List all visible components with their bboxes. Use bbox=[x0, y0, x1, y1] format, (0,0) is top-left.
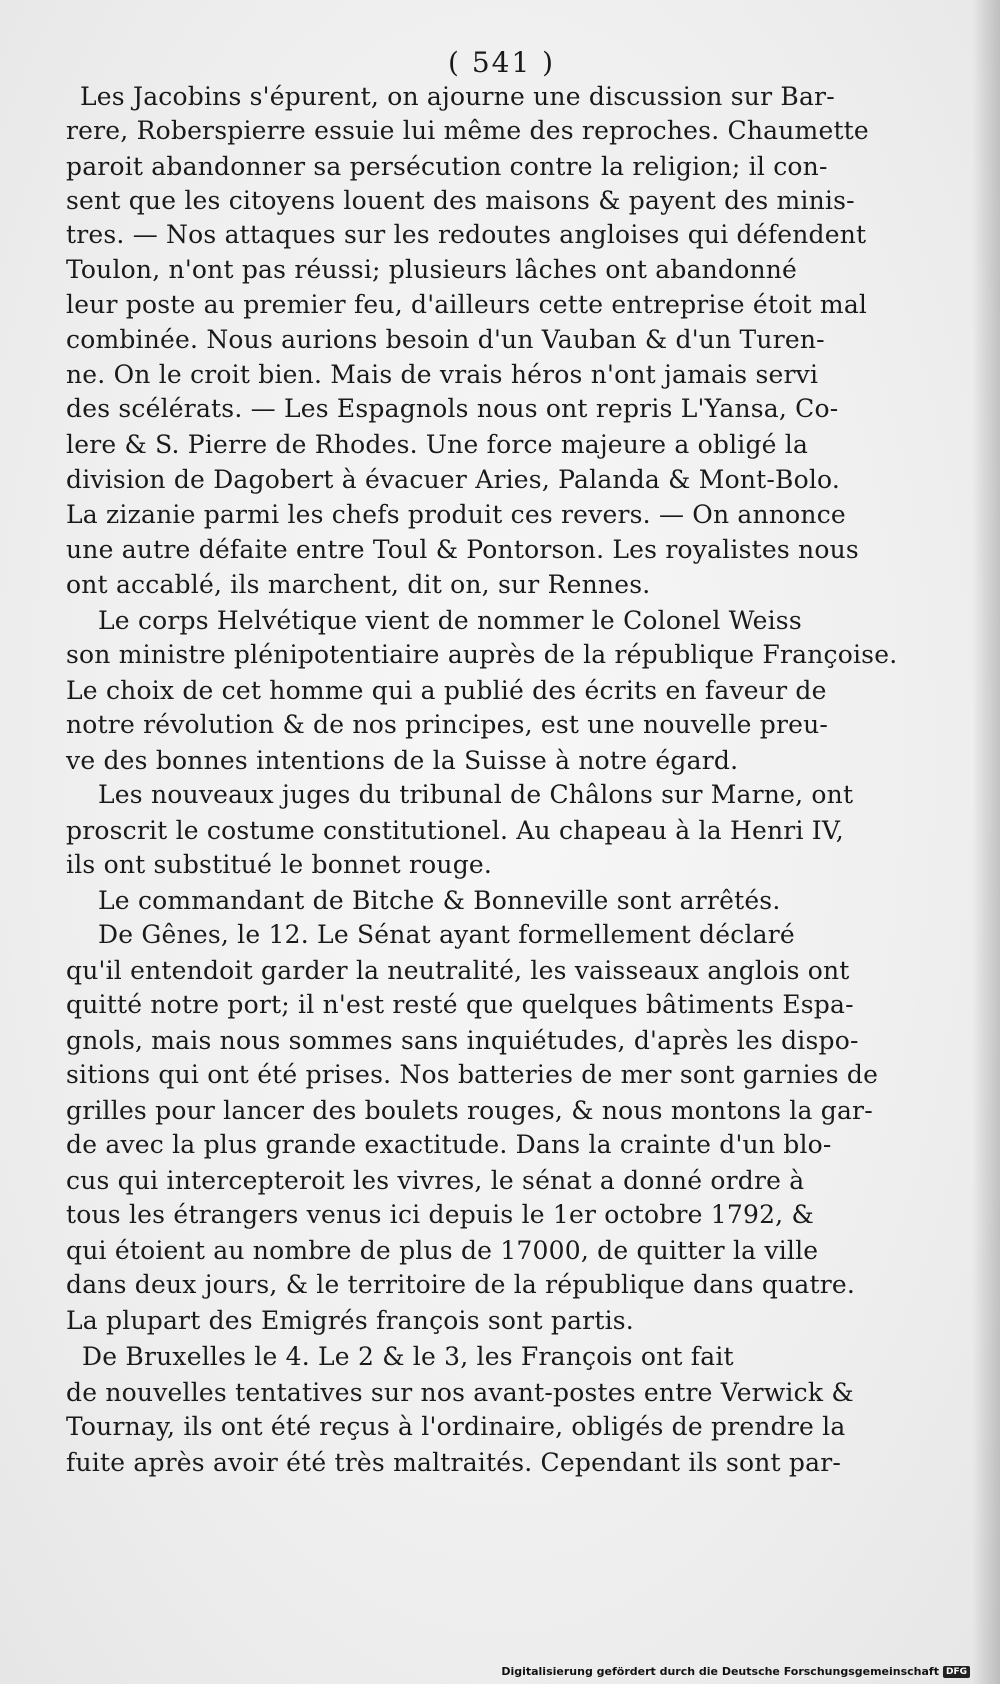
text-line: tres. — Nos attaques sur les redoutes angloises qui défendent bbox=[66, 220, 867, 249]
text-line: de avec la plus grande exactitude. Dans la crainte d'un blo- bbox=[66, 1130, 832, 1159]
text-line: combinée. Nous aurions besoin d'un Vauban & d'un Turen- bbox=[66, 325, 825, 354]
text-line: Le commandant de Bitche & Bonneville sont arrêtés. bbox=[98, 886, 781, 915]
text-line: La zizanie parmi les chefs produit ces revers. — On annonce bbox=[66, 500, 846, 529]
text-line: ne. On le croit bien. Mais de vrais héros n'ont jamais servi bbox=[66, 360, 819, 389]
text-line: sitions qui ont été prises. Nos batteries de mer sont garnies de bbox=[66, 1060, 879, 1089]
text-line: ont accablé, ils marchent, dit on, sur Rennes. bbox=[66, 570, 651, 599]
text-line: proscrit le costume constitutionel. Au chapeau à la Henri IV, bbox=[66, 816, 844, 845]
text-line: Tournay, ils ont été reçus à l'ordinaire, obligés de prendre la bbox=[66, 1412, 846, 1441]
text-line: sent que les citoyens louent des maisons & payent des minis- bbox=[66, 186, 855, 215]
text-line: rere, Roberspierre essuie lui même des reproches. Chaumette bbox=[66, 116, 869, 145]
text-line: fuite après avoir été très maltraités. Cependant ils sont par- bbox=[66, 1448, 842, 1477]
credit-text: Digitalisierung gefördert durch die Deutsche Forschungsgemeinschaft bbox=[501, 1665, 939, 1678]
text-line: des scélérats. — Les Espagnols nous ont repris L'Yansa, Co- bbox=[66, 394, 839, 423]
text-line: cus qui intercepteroit les vivres, le sénat a donné ordre à bbox=[66, 1166, 805, 1195]
dfg-logo-icon: DFG bbox=[943, 1666, 970, 1678]
text-line: de nouvelles tentatives sur nos avant-postes entre Verwick & bbox=[66, 1378, 854, 1407]
text-line: qu'il entendoit garder la neutralité, les vaisseaux anglois ont bbox=[66, 956, 850, 985]
text-line: Les Jacobins s'épurent, on ajourne une discussion sur Bar- bbox=[80, 82, 835, 111]
text-line: Toulon, n'ont pas réussi; plusieurs lâches ont abandonné bbox=[66, 255, 798, 284]
text-line: gnols, mais nous sommes sans inquiétudes, d'après les dispo- bbox=[66, 1026, 859, 1055]
text-line: dans deux jours, & le territoire de la république dans quatre. bbox=[66, 1270, 855, 1299]
text-line: De Bruxelles le 4. Le 2 & le 3, les François ont fait bbox=[82, 1342, 734, 1371]
text-line: Le corps Helvétique vient de nommer le Colonel Weiss bbox=[98, 606, 802, 635]
text-line: De Gênes, le 12. Le Sénat ayant formellement déclaré bbox=[98, 920, 795, 949]
text-line: ils ont substitué le bonnet rouge. bbox=[66, 850, 493, 879]
text-line: Le choix de cet homme qui a publié des écrits en faveur de bbox=[66, 676, 827, 705]
text-line: son ministre plénipotentiaire auprès de la république Françoise. bbox=[66, 640, 898, 669]
digitization-credit bbox=[501, 1665, 970, 1678]
text-line: une autre défaite entre Toul & Pontorson. Les royalistes nous bbox=[66, 535, 859, 564]
text-line: quitté notre port; il n'est resté que quelques bâtiments Espa- bbox=[66, 990, 854, 1019]
text-line: notre révolution & de nos principes, est une nouvelle preu- bbox=[66, 710, 829, 739]
text-line: La plupart des Emigrés françois sont partis. bbox=[66, 1306, 634, 1335]
page-edge-shadow bbox=[972, 0, 1000, 1684]
text-line: ve des bonnes intentions de la Suisse à notre égard. bbox=[66, 746, 739, 775]
page-number: ( 541 ) bbox=[448, 46, 556, 79]
text-line: Les nouveaux juges du tribunal de Châlons sur Marne, ont bbox=[98, 780, 854, 809]
text-line: grilles pour lancer des boulets rouges, & nous montons la gar- bbox=[66, 1096, 873, 1125]
text-line: division de Dagobert à évacuer Aries, Palanda & Mont-Bolo. bbox=[66, 465, 841, 494]
text-line: paroit abandonner sa persécution contre la religion; il con- bbox=[66, 152, 828, 181]
text-line: lere & S. Pierre de Rhodes. Une force majeure a obligé la bbox=[66, 430, 809, 459]
text-line: leur poste au premier feu, d'ailleurs cette entreprise étoit mal bbox=[66, 290, 868, 319]
text-line: qui étoient au nombre de plus de 17000, de quitter la ville bbox=[66, 1236, 819, 1265]
text-line: tous les étrangers venus ici depuis le 1er octobre 1792, & bbox=[66, 1200, 814, 1229]
